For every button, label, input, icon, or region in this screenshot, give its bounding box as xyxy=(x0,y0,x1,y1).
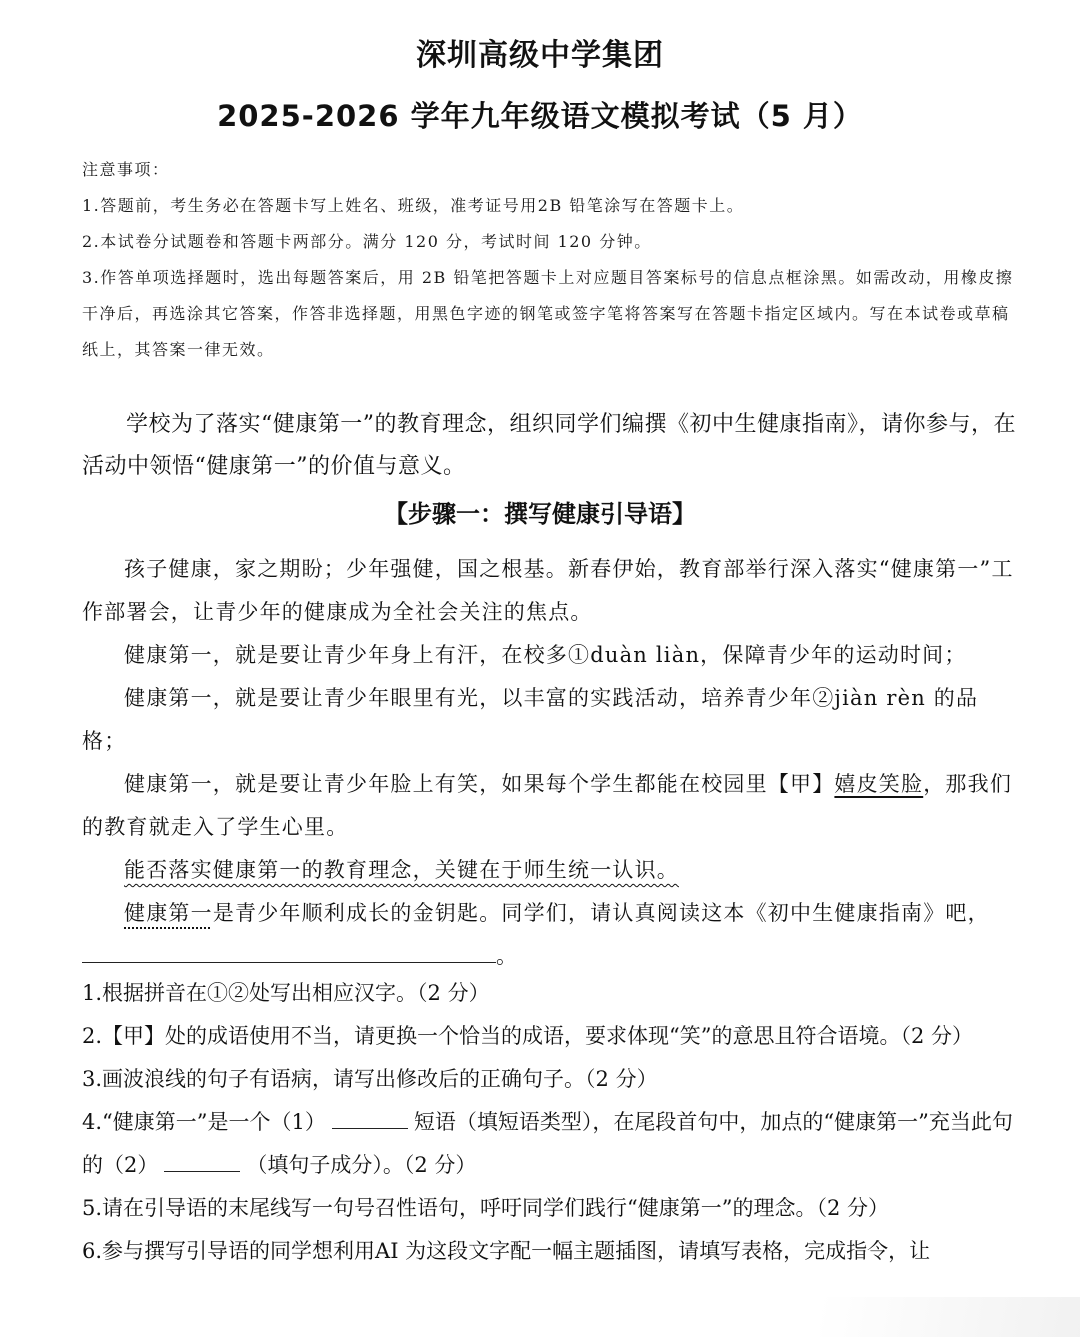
activity-intro: 学校为了落实“健康第一”的教育理念，组织同学们编撰《初中生健康指南》，请你参与，在活动中领悟“健康第一”的价值与意义。 xyxy=(82,412,1016,479)
passage-paragraph xyxy=(82,892,1017,935)
passage-text: 健康第一，就是要让青少年脸上有笑，如果每个学生都能在校园里【甲】 xyxy=(124,772,835,796)
passage-paragraph: 健康第一，就是要让青少年眼里有光，以丰富的实践活动，培养青少年②jiàn rèn 的品格； xyxy=(82,686,979,753)
question-text: 短语（填短语类型），在尾段首句中，加点的“健康第一”充当此句的（2） xyxy=(82,1110,1013,1177)
passage-text: 。 xyxy=(496,944,519,968)
question-5: 5.请在引导语的末尾线写一句号召性语句，呼吁同学们践行“健康第一”的理念。（2 分） xyxy=(82,1196,890,1220)
dotted-phrase: 健康第一 xyxy=(124,901,213,925)
exam-notes xyxy=(82,152,1017,368)
passage-text: ，那我们的教育就走入了学生心里。 xyxy=(82,772,1013,839)
question-6: 6.参与撰写引导语的同学想利用AI 为这段文字配一幅主题插图，请填写表格，完成指令，让 xyxy=(82,1239,931,1263)
question-text: （填句子成分）。（2 分） xyxy=(246,1153,477,1177)
notes-item: 1.答题前，考生务必在答题卡写上姓名、班级，准考证号用2B 铅笔涂写在答题卡上。 xyxy=(82,196,745,215)
question-4 xyxy=(82,1101,1017,1187)
question-1: 1.根据拼音在①②处写出相应汉字。（2 分） xyxy=(82,981,490,1005)
answer-blank-line[interactable] xyxy=(82,936,496,963)
school-name: 深圳高级中学集团 xyxy=(416,38,664,73)
question-2: 2.【甲】处的成语使用不当，请更换一个恰当的成语，要求体现“笑”的意思且符合语境。（2 分） xyxy=(82,1024,974,1048)
question-text: 4.“健康第一”是一个（1） xyxy=(82,1110,326,1134)
passage-text: 是青少年顺利成长的金钥匙。同学们，请认真阅读这本《初中生健康指南》吧， xyxy=(212,901,990,925)
answer-blank-short[interactable] xyxy=(332,1106,408,1129)
underlined-idiom: 嬉皮笑脸 xyxy=(834,772,924,796)
passage-paragraph xyxy=(82,763,1017,849)
notes-item: 2.本试卷分试题卷和答题卡两部分。满分 120 分，考试时间 120 分钟。 xyxy=(82,232,652,251)
passage-paragraph: 健康第一，就是要让青少年身上有汗，在校多①duàn liàn，保障青少年的运动时间； xyxy=(124,643,967,667)
question-3: 3.画波浪线的句子有语病，请写出修改后的正确句子。（2 分） xyxy=(82,1067,658,1091)
notes-item: 3.作答单项选择题时，选出每题答案后，用 2B 铅笔把答题卡上对应题目答案标号的信息点框涂黑。如需改动，用橡皮擦干净后，再选涂其它答案，作答非选择题，用黑色字迹的钢笔或签字笔将答案写在答题卡指定区域内。写在本试卷或草稿纸上，其答案一律无效。 xyxy=(82,268,1014,359)
page-shadow xyxy=(820,1297,1080,1337)
exam-title: 2025-2026 学年九年级语文模拟考试（5 月） xyxy=(217,99,863,133)
question-list xyxy=(82,972,1017,1273)
step-one-heading: 【步骤一：撰写健康引导语】 xyxy=(384,500,696,528)
answer-blank-short[interactable] xyxy=(164,1149,240,1172)
passage-paragraph: 孩子健康，家之期盼；少年强健，国之根基。新春伊始，教育部举行深入落实“健康第一”工作部署会，让青少年的健康成为全社会关注的焦点。 xyxy=(82,557,1014,624)
passage-paragraph xyxy=(82,849,1017,892)
guide-passage xyxy=(82,548,1017,978)
wavy-underlined-sentence: 能否落实健康第一的教育理念，关键在于师生统一认识。 xyxy=(124,858,679,882)
notes-heading: 注意事项： xyxy=(82,160,170,179)
